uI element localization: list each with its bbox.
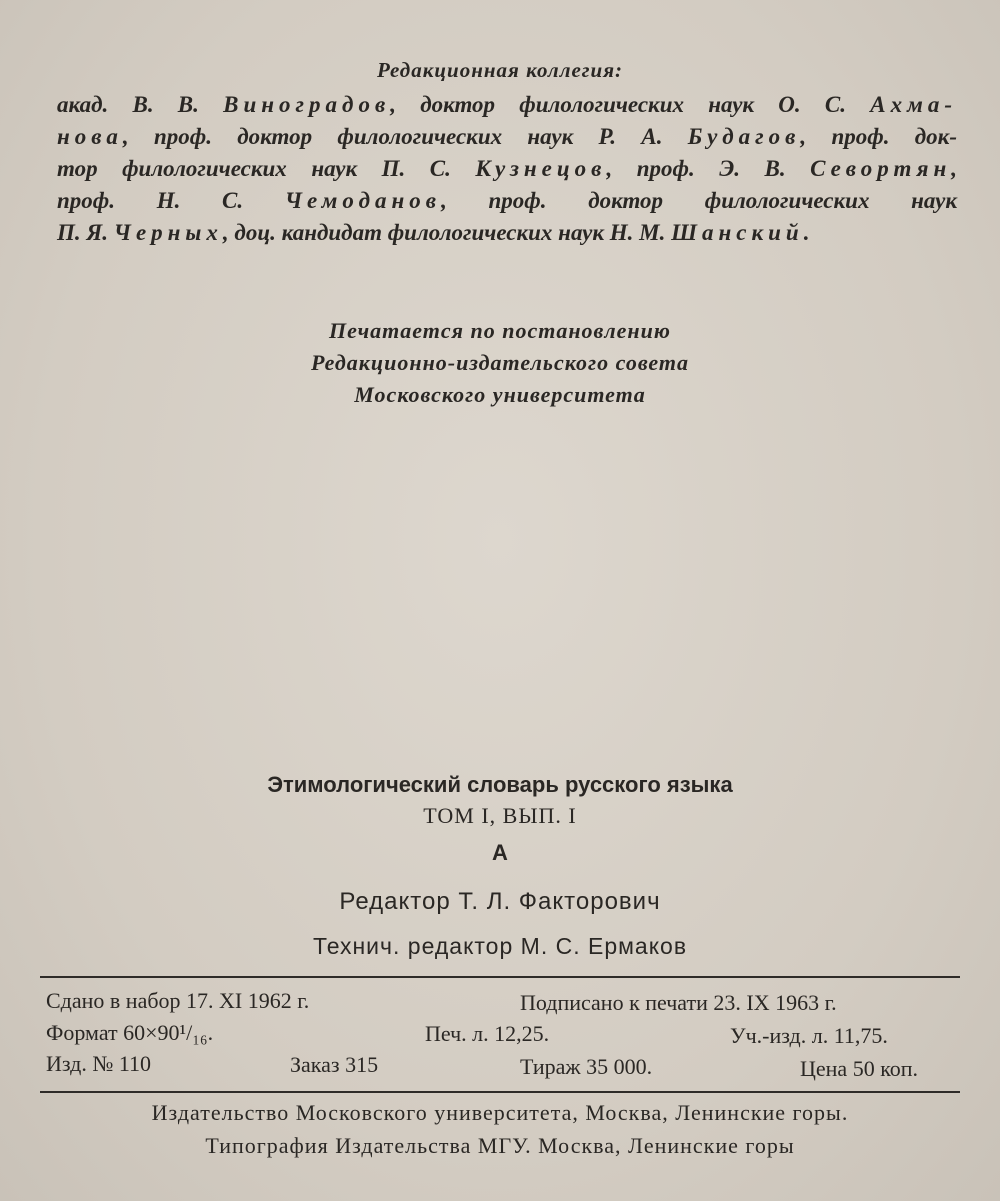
- order-number: Заказ 315: [290, 1052, 379, 1077]
- editor-credit: Редактор Т. Л. Факторович: [339, 888, 661, 915]
- format: Формат 60×90¹/₁₆.: [46, 1020, 214, 1045]
- board-text: .: [803, 220, 810, 245]
- volume-label: ТОМ I, ВЫП. I: [423, 803, 577, 828]
- editorial-board-title: Редакционная коллегия:: [376, 58, 624, 82]
- board-text: проф. Н. С.: [57, 188, 285, 213]
- imprint-bottom-rule: [40, 1091, 960, 1093]
- member-name: Ахма-: [870, 92, 957, 117]
- price: Цена 50 коп.: [800, 1056, 919, 1081]
- board-text: П. Я.: [57, 220, 114, 245]
- decree-line-1: Печатается по постановлению: [329, 318, 671, 343]
- decree-line-3: Московского университета: [354, 382, 646, 407]
- member-name: Виноградов: [223, 92, 391, 117]
- member-name: Севортян: [810, 156, 952, 181]
- board-text: , проф. док-: [800, 124, 957, 149]
- board-text: , проф. доктор филологических наук: [441, 188, 957, 213]
- pub-sheets: Уч.-изд. л. 11,75.: [730, 1023, 888, 1048]
- printer-line: Типография Издательства МГУ. Москва, Ленинские горы: [205, 1133, 795, 1158]
- decree-line-2: Редакционно-издательского совета: [310, 350, 690, 375]
- print-sheets: Печ. л. 12,25.: [425, 1021, 550, 1046]
- board-text: , доктор филологических наук О. С.: [390, 92, 871, 117]
- member-name: Черных: [113, 220, 223, 245]
- editorial-board-line-1: [57, 92, 957, 118]
- member-name: нова: [57, 124, 123, 149]
- signed-date: Подписано к печати 23. IX 1963 г.: [520, 990, 837, 1015]
- board-text: ,: [951, 156, 957, 181]
- member-name: Чемоданов: [284, 188, 442, 213]
- board-text: , проф. Э. В.: [606, 156, 811, 181]
- editorial-board-line-4: [57, 188, 957, 214]
- circulation: Тираж 35 000.: [520, 1054, 653, 1079]
- publisher-line: Издательство Московского университета, Москва, Ленинские горы.: [151, 1100, 849, 1125]
- board-text: , проф. доктор филологических наук Р. А.: [122, 124, 688, 149]
- board-text: , доц. кандидат филологических наук Н. М.: [222, 220, 672, 245]
- member-name: Будагов: [687, 124, 801, 149]
- tech-editor-credit: Технич. редактор М. С. Ермаков: [312, 933, 688, 959]
- board-text: акад. В. В.: [57, 92, 224, 117]
- member-name: Шанский: [671, 220, 804, 245]
- editorial-board-line-3: [57, 156, 957, 182]
- book-title: Этимологический словарь русского языка: [267, 772, 733, 797]
- imprint-top-rule: [40, 976, 960, 978]
- set-date: Сдано в набор 17. XI 1962 г.: [46, 988, 310, 1013]
- member-name: Кузнецов: [475, 156, 607, 181]
- editorial-board-line-5: [57, 220, 809, 246]
- editorial-board-line-2: [57, 124, 957, 150]
- publication-number: Изд. № 110: [46, 1051, 152, 1076]
- letter-label: А: [492, 840, 508, 865]
- board-text: тор филологических наук П. С.: [57, 156, 476, 181]
